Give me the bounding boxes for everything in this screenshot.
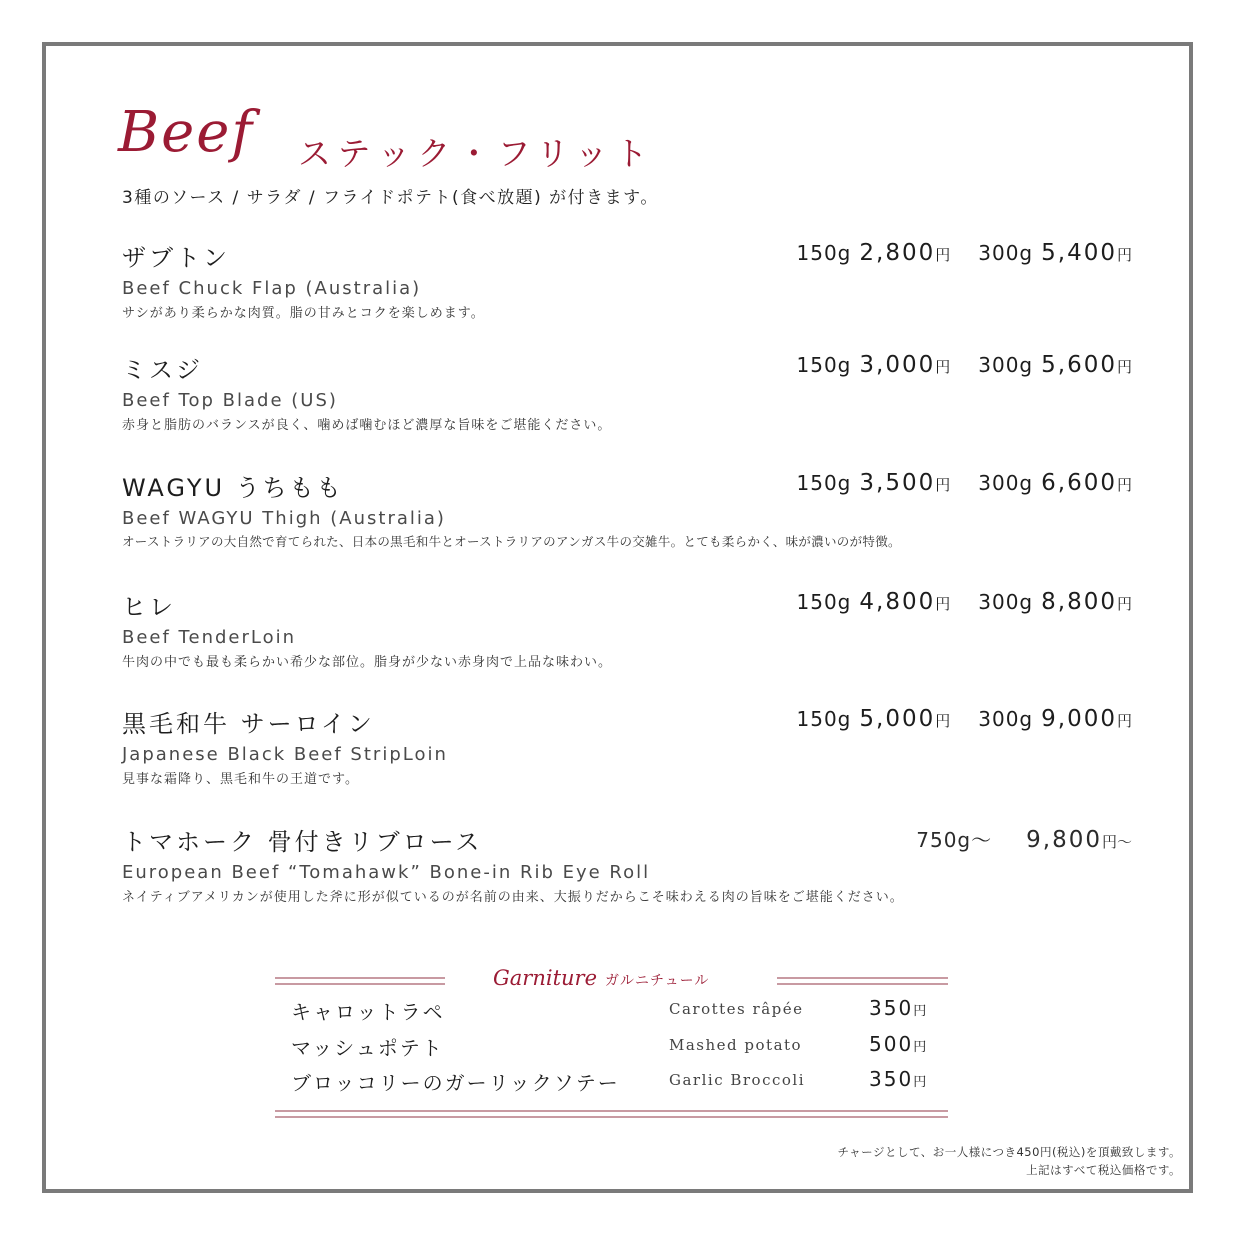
footnote-tax: 上記はすべて税込価格です。 <box>1026 1163 1181 1177</box>
divider <box>777 983 948 985</box>
price-300g: 300g 8,800円 <box>978 589 1132 615</box>
garniture-price: 500円 <box>869 1032 927 1056</box>
item-name-en: Beef Top Blade (US) <box>122 390 338 411</box>
price-150g: 150g 2,800円 <box>796 240 951 266</box>
title-en: Beef <box>118 100 255 165</box>
garniture-price: 350円 <box>869 996 927 1020</box>
price-150g: 150g 5,000円 <box>796 706 951 732</box>
footnote-charge: チャージとして、お一人様につき450円(税込)を頂戴致します。 <box>837 1145 1181 1159</box>
garniture-name-en: Carottes râpée <box>669 1000 804 1018</box>
item-description: 見事な霜降り、黒毛和牛の王道です。 <box>122 772 359 787</box>
menu-item-kuroge-sirloin <box>122 704 1132 787</box>
divider <box>777 977 948 979</box>
price-tomahawk: 750g～ 9,800円～ <box>916 827 1132 853</box>
item-name: 黒毛和牛 サーロイン <box>122 710 375 738</box>
garniture-title-en: Garniture <box>493 966 598 990</box>
garniture-title <box>493 966 709 990</box>
item-name: ザブトン <box>122 244 230 272</box>
item-description: 牛肉の中でも最も柔らかい希少な部位。脂身が少ない赤身肉で上品な味わい。 <box>122 655 613 670</box>
menu-item-hire <box>122 587 1132 670</box>
item-name: ミスジ <box>122 356 203 384</box>
garniture-name: ブロッコリーのガーリックソテー <box>291 1071 620 1095</box>
item-prices <box>797 706 1133 732</box>
menu-subtitle: 3種のソース / サラダ / フライドポテト(食べ放題) が付きます。 <box>122 188 659 208</box>
item-prices <box>797 589 1133 615</box>
item-name-en: Beef WAGYU Thigh (Australia) <box>122 508 446 529</box>
item-description: サシがあり柔らかな肉質。脂の甘みとコクを楽しめます。 <box>122 306 485 321</box>
price-150g: 150g 3,000円 <box>796 352 951 378</box>
footnote <box>838 1143 1181 1179</box>
item-description: ネイティブアメリカンが使用した斧に形が似ているのが名前の由来、大振りだからこそ味わえる肉の旨味をご堪能ください。 <box>122 890 904 905</box>
garniture-name: キャロットラペ <box>291 1000 445 1024</box>
garniture-title-ja: ガルニチュール <box>605 973 710 989</box>
divider <box>275 1110 948 1112</box>
price-150g: 150g 4,800円 <box>796 589 951 615</box>
item-name: ヒレ <box>122 593 176 621</box>
item-name-en: European Beef “Tomahawk” Bone-in Rib Eye Roll <box>122 862 651 883</box>
item-name: WAGYU うちもも <box>122 474 344 502</box>
price-300g: 300g 6,600円 <box>978 470 1132 496</box>
garniture-name-en: Garlic Broccoli <box>669 1071 806 1089</box>
price-150g: 150g 3,500円 <box>796 470 951 496</box>
menu-item-zabuton <box>122 238 1132 321</box>
garniture-price: 350円 <box>869 1067 927 1091</box>
price-300g: 300g 5,400円 <box>978 240 1132 266</box>
menu-item-tomahawk <box>122 822 1132 905</box>
item-name-en: Beef TenderLoin <box>122 627 297 648</box>
item-name-en: Beef Chuck Flap (Australia) <box>122 278 422 299</box>
item-description: 赤身と脂肪のバランスが良く、噛めば噛むほど濃厚な旨味をご堪能ください。 <box>122 418 612 433</box>
item-description: オーストラリアの大自然で育てられた、日本の黒毛和牛とオーストラリアのアンガス牛の交雑牛。とても柔らかく、味が濃いのが特徴。 <box>122 534 901 549</box>
menu-item-wagyu-uchimomo <box>122 468 1132 550</box>
garniture-name-en: Mashed potato <box>669 1036 803 1054</box>
menu-title <box>118 100 655 173</box>
item-prices <box>797 470 1133 496</box>
price-300g: 300g 9,000円 <box>978 706 1132 732</box>
item-name: トマホーク 骨付きリブロース <box>122 828 483 856</box>
garniture-name: マッシュポテト <box>291 1036 444 1060</box>
title-ja: ステック・フリット <box>298 134 655 173</box>
menu-item-misuji <box>122 350 1132 433</box>
divider <box>275 1116 948 1118</box>
garniture-section <box>275 966 948 1120</box>
divider <box>275 983 445 985</box>
item-prices <box>797 352 1133 378</box>
divider <box>275 977 445 979</box>
price-300g: 300g 5,600円 <box>978 352 1132 378</box>
item-prices <box>797 240 1133 266</box>
item-name-en: Japanese Black Beef StripLoin <box>122 744 448 765</box>
